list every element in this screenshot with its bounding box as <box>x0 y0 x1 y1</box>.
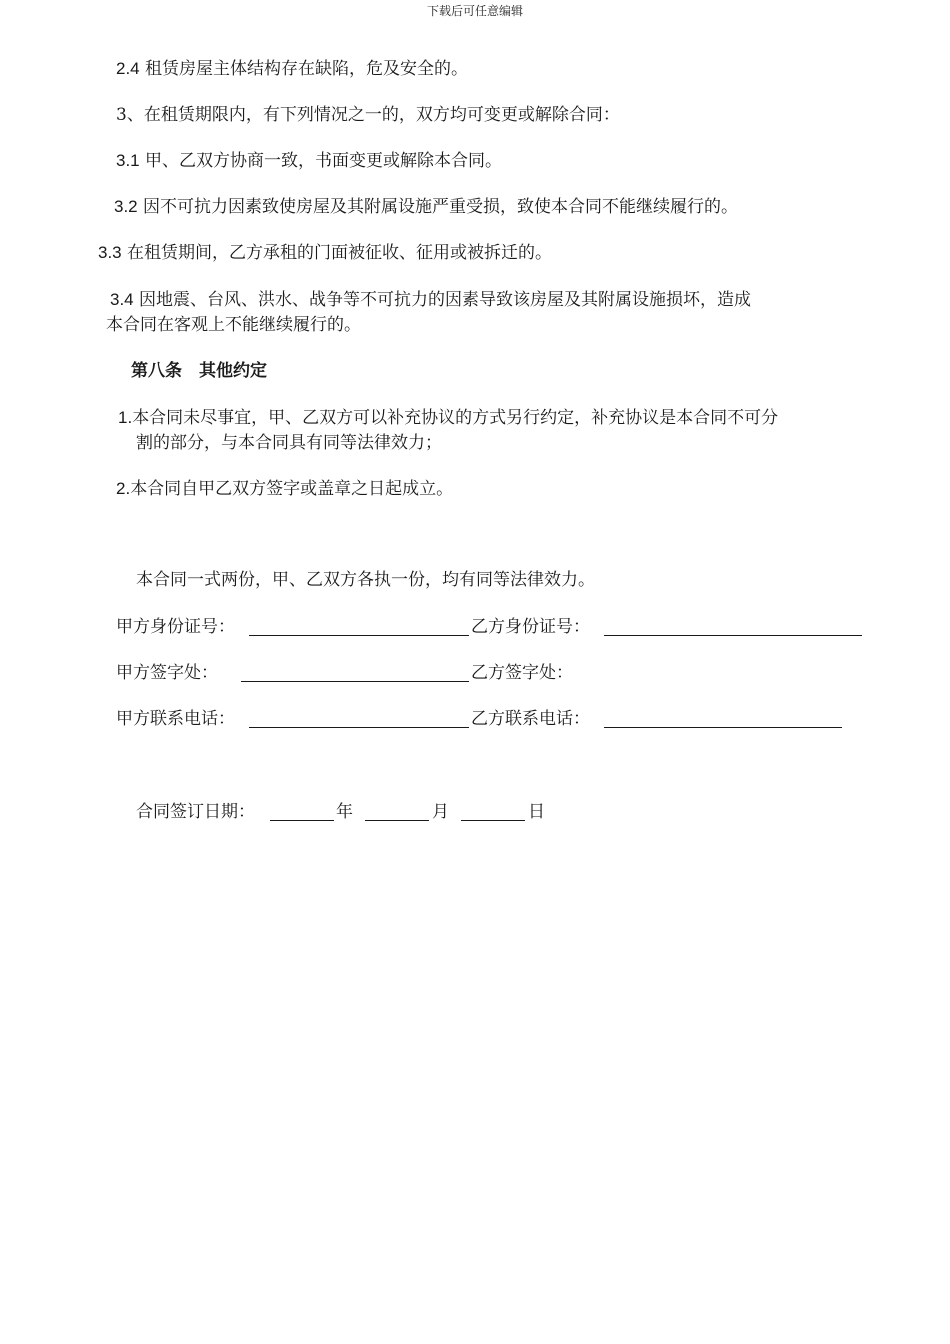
party-b-id-label: 乙方身份证号： <box>471 617 590 637</box>
party-a-id-field[interactable] <box>249 619 469 636</box>
clause-3 <box>116 104 620 126</box>
article-8-item-1-line2: 割的部分，与本合同具有同等法律效力； <box>136 433 442 453</box>
clause-text: 因不可抗力因素致使房屋及其附属设施严重受损，致使本合同不能继续履行的。 <box>137 197 739 217</box>
day-label: 日 <box>528 802 545 822</box>
clause-2-4 <box>116 58 468 80</box>
contract-date-label: 合同签订日期： <box>136 802 255 822</box>
clause-3-4-line2: 本合同在客观上不能继续履行的。 <box>106 315 361 335</box>
page-header: 下载后可任意编辑 <box>426 4 523 18</box>
party-a-phone-field[interactable] <box>249 711 469 728</box>
party-a-sign-field[interactable] <box>241 665 469 682</box>
clause-3-2 <box>114 196 738 218</box>
party-b-phone-field[interactable] <box>604 711 842 728</box>
month-label: 月 <box>432 802 449 822</box>
clause-3-1 <box>116 150 502 172</box>
clause-number: 2.4 <box>116 59 140 78</box>
clause-number: 3.4 <box>110 290 134 309</box>
item-text: 本合同自甲乙双方签字或盖章之日起成立。 <box>130 479 454 499</box>
party-b-sign-label: 乙方签字处： <box>471 663 573 683</box>
party-b-id-field[interactable] <box>604 619 862 636</box>
item-text: 本合同未尽事宜，甲、乙双方可以补充协议的方式另行约定，补充协议是本合同不可分 <box>132 408 779 428</box>
item-number: 1. <box>118 408 133 427</box>
party-a-phone-label: 甲方联系电话： <box>116 709 235 729</box>
clause-text: 在租赁期间，乙方承租的门面被征收、征用或被拆迁的。 <box>121 243 553 263</box>
article-8-title: 第八条 其他约定 <box>131 361 267 381</box>
article-8-item-1-line1 <box>118 407 778 429</box>
party-a-id-label: 甲方身份证号： <box>116 617 235 637</box>
party-a-sign-label: 甲方签字处： <box>116 663 218 683</box>
year-label: 年 <box>336 802 353 822</box>
item-number: 2. <box>116 479 131 498</box>
clause-number: 3.1 <box>116 151 140 170</box>
clause-text: 租赁房屋主体结构存在缺陷，危及安全的。 <box>139 59 469 79</box>
clause-text: 甲、乙双方协商一致，书面变更或解除本合同。 <box>139 151 503 171</box>
clause-number: 3.3 <box>98 243 122 262</box>
contract-year-field[interactable] <box>270 804 334 821</box>
article-8-item-2 <box>116 478 453 500</box>
clause-text: 3、在租赁期限内，有下列情况之一的，双方均可变更或解除合同： <box>116 105 620 125</box>
clause-3-3 <box>98 242 552 264</box>
clause-text: 因地震、台风、洪水、战争等不可抗力的因素导致该房屋及其附属设施损坏，造成 <box>133 290 752 310</box>
contract-day-field[interactable] <box>461 804 525 821</box>
clause-3-4-line1 <box>110 289 751 311</box>
contract-month-field[interactable] <box>365 804 429 821</box>
clause-number: 3.2 <box>114 197 138 216</box>
party-b-phone-label: 乙方联系电话： <box>471 709 590 729</box>
copies-statement: 本合同一式两份，甲、乙双方各执一份，均有同等法律效力。 <box>136 570 595 590</box>
